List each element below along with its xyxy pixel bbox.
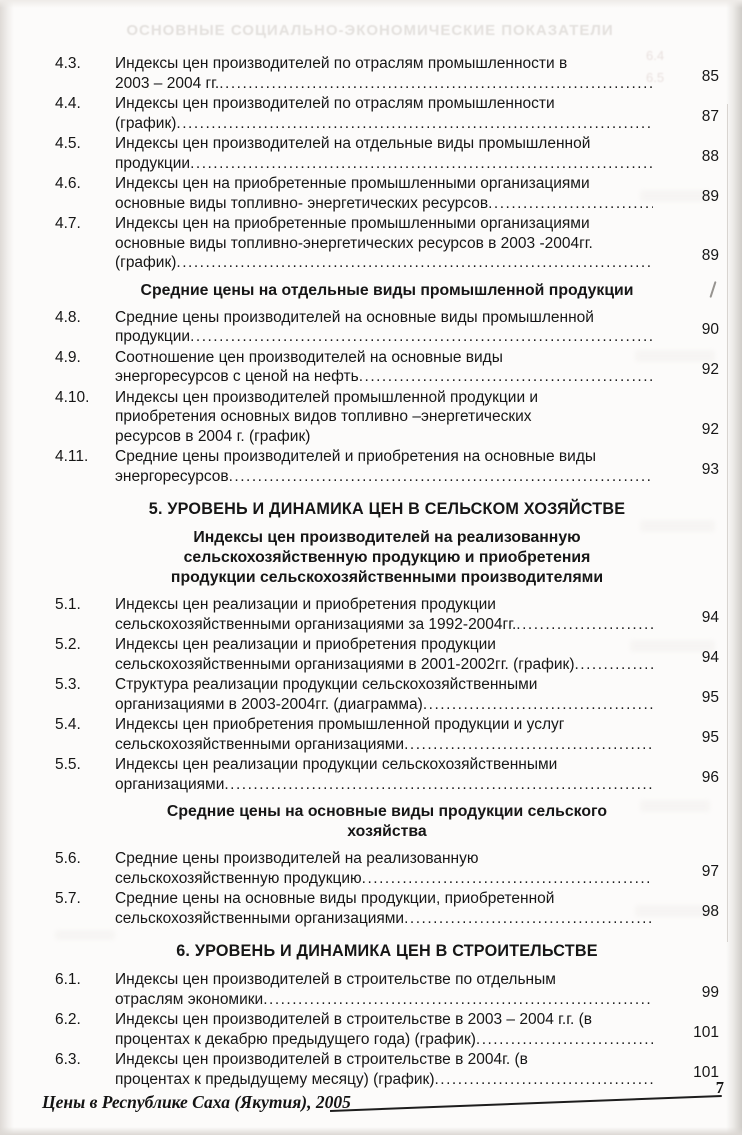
toc-entry (55, 595, 719, 634)
toc-entry-page-cell (653, 174, 719, 213)
toc-entry-title-line: приобретения основных видов топливно –энергетических (115, 408, 532, 425)
toc-entry-page-number: 94 (701, 648, 719, 666)
toc-entry-title-line: Индексы цен на приобретенные промышленными организациями (115, 175, 590, 192)
toc-entry-page-number: 92 (701, 361, 719, 378)
toc-entry-title-line: организациями в 2003-2004гг. (диаграмма) (115, 695, 423, 713)
toc-subheader (55, 528, 719, 588)
toc-entry-page-cell (653, 54, 719, 93)
toc-entry-page-number: 101 (693, 1063, 719, 1081)
toc-entry-title (115, 755, 653, 794)
toc-entry (55, 308, 719, 347)
toc-entry-number: 4.3. (55, 55, 81, 72)
toc-entry-page-cell (653, 715, 719, 754)
toc-entry-title-line: Индексы цен производителей по отраслям промышленности в (115, 55, 568, 72)
toc-entry-title-line: сельскохозяйственными организациями (115, 735, 405, 753)
toc-entry-title (115, 595, 653, 634)
toc-entry-title-line: Индексы цен производителей по отраслям промышленности (115, 95, 555, 112)
bleed-through-header: ОСНОВНЫЕ СОЦИАЛЬНО-ЭКОНОМИЧЕСКИЕ ПОКАЗАТЕЛИ (126, 22, 614, 39)
toc-entry-number: 4.10. (55, 388, 90, 406)
toc-entry-page-cell (653, 388, 719, 447)
toc-entry-title-line: Индексы цен производителей в строительстве в 2003 – 2004 г.г. (в (115, 1011, 592, 1028)
toc-entry-number: 5.6. (55, 850, 81, 867)
toc-entry (55, 54, 719, 93)
toc-entry-page-cell (653, 94, 719, 133)
toc-entry-title-line: сельскохозяйственными организациями за 1992-2004гг. (115, 615, 517, 633)
table-of-contents (55, 54, 719, 1090)
toc-entry-title-line: сельскохозяйственную продукцию (115, 869, 362, 887)
bleed-through-fragment: 6.5 (646, 70, 665, 85)
toc-entry-title-line: процентах к предыдущему месяцу) (график) (115, 1070, 435, 1088)
toc-entry-title (115, 889, 653, 928)
toc-entry-title-line: Индексы цен реализации и приобретения продукции (115, 596, 496, 613)
toc-subheader (55, 802, 719, 842)
toc-entry-page-cell (653, 348, 719, 387)
dots-leader (516, 615, 653, 635)
dots-leader (229, 467, 653, 487)
toc-entry-page-number: 85 (701, 67, 719, 85)
toc-entry-title-line: энергоресурсов с ценой на нефть (115, 368, 359, 385)
toc-entry-title-line: Индексы цен производителей в строительстве по отдельным (115, 971, 556, 988)
toc-entry-title (115, 1050, 653, 1089)
dots-leader (190, 327, 653, 347)
dots-leader (476, 1030, 653, 1050)
toc-entry-page-cell (653, 970, 719, 1009)
toc-entry-title-line: организациями (115, 775, 225, 793)
toc-entry (55, 348, 719, 387)
toc-entry (55, 715, 719, 754)
toc-entry-title (115, 970, 653, 1009)
dots-leader (404, 735, 653, 755)
toc-entry-number: 4.9. (55, 348, 81, 366)
toc-entry (55, 214, 719, 273)
footer-title: Цены в Республике Саха (Якутия), 2005 (42, 1092, 351, 1112)
toc-entry-title-line: процентах к декабрю предыдущего года) (график) (115, 1030, 476, 1048)
toc-entry-page-number: 93 (701, 460, 719, 478)
toc-entry-title (115, 675, 653, 714)
dots-leader (219, 74, 653, 94)
toc-entry-title-line: (график) (115, 254, 177, 271)
toc-entry-number: 4.11. (55, 448, 89, 465)
header-line: 5. УРОВЕНЬ И ДИНАМИКА ЦЕН В СЕЛЬСКОМ ХОЗЯЙСТВЕ (148, 500, 626, 518)
toc-entry-title-line: Индексы цен реализации и приобретения продукции (115, 636, 496, 653)
dots-leader (575, 655, 654, 675)
toc-entry-title-line: сельскохозяйственными организациями в 2001-2002гг. (график) (115, 655, 575, 673)
toc-entry-title-line: Индексы цен приобретения промышленной продукции и услуг (115, 716, 565, 733)
toc-entry-page-number: 89 (701, 187, 719, 205)
toc-entry-title-line: ресурсов в 2004 г. (график) (115, 427, 311, 445)
toc-entry-number: 5.1. (55, 596, 81, 613)
toc-entry (55, 1050, 719, 1089)
toc-entry-number: 6.1. (55, 971, 81, 988)
toc-entry-title (115, 447, 653, 486)
toc-entry-number: 5.2. (55, 636, 81, 653)
toc-entry-page-cell (653, 635, 719, 674)
toc-entry-title-line: продукции (115, 328, 191, 345)
toc-entry-number: 4.4. (55, 95, 81, 112)
toc-entry-title-line: Индексы цен на приобретенные промышленными организациями (115, 215, 590, 232)
toc-entry (55, 755, 719, 794)
toc-entry-title-line: Соотношение цен производителей на основные виды (115, 348, 503, 366)
toc-entry-page-number: 88 (701, 147, 719, 165)
dots-leader (423, 695, 653, 715)
toc-entry-title-line: сельскохозяйственными организациями (115, 909, 405, 927)
toc-entry-title (115, 388, 653, 447)
toc-entry (55, 388, 719, 447)
dots-leader (176, 114, 653, 134)
scan-edge-top (0, 0, 742, 8)
toc-entry-title-line: отраслям экономики (115, 990, 264, 1008)
toc-entry (55, 849, 719, 888)
toc-entry-page-number: 90 (701, 321, 719, 338)
footer-rule (330, 1095, 722, 1112)
toc-entry-page-cell (653, 447, 719, 486)
toc-entry-title-line: Средние цены на основные виды продукции, приобретенной (115, 890, 555, 907)
header-line: Средние цены на основные виды продукции сельского (166, 803, 608, 820)
toc-entry-title-line: продукции (115, 154, 191, 172)
toc-entry (55, 1010, 719, 1049)
toc-entry-title (115, 134, 653, 173)
toc-entry-page-number: 92 (701, 420, 719, 438)
toc-entry-number: 4.6. (55, 175, 81, 192)
toc-entry-title-line: Индексы цен реализации продукции сельскохозяйственными (115, 756, 558, 773)
toc-section-header (55, 499, 719, 519)
toc-entry-title-line: 2003 – 2004 гг. (115, 74, 220, 92)
toc-entry (55, 675, 719, 714)
toc-entry-title-line: Структура реализации продукции сельскохозяйственными (115, 676, 538, 693)
toc-entry (55, 174, 719, 213)
dots-leader (224, 775, 653, 795)
toc-entry-number: 5.3. (55, 676, 81, 693)
toc-entry-number: 6.2. (55, 1011, 81, 1028)
dots-leader (404, 909, 653, 929)
toc-entry-page-cell (653, 755, 719, 794)
toc-entry-page-number: 87 (701, 107, 719, 125)
dots-leader (359, 367, 653, 387)
toc-entry-page-cell (653, 214, 719, 273)
toc-entry-title-line: Индексы цен производителей на отдельные виды промышленной (115, 135, 591, 152)
toc-entry-title (115, 308, 653, 347)
toc-entry-page-cell (653, 849, 719, 888)
toc-entry-page-number: 89 (701, 247, 719, 264)
toc-entry-page-cell (653, 134, 719, 173)
scan-edge-right (726, 0, 742, 1135)
toc-entry-title-line: (график) (115, 114, 177, 132)
toc-entry-number: 4.8. (55, 308, 81, 326)
toc-entry-number: 5.5. (55, 756, 81, 773)
toc-entry-title (115, 94, 653, 133)
toc-entry-page-cell (653, 308, 719, 347)
toc-entry-number: 4.7. (55, 215, 81, 232)
header-line: сельскохозяйственную продукцию и приобретения (183, 549, 591, 566)
toc-entry-title (115, 1010, 653, 1049)
toc-subheader (55, 281, 719, 301)
toc-entry (55, 970, 719, 1009)
toc-entry-page-number: 96 (701, 768, 719, 786)
toc-entry-number: 6.3. (55, 1051, 81, 1068)
header-line: хозяйства (347, 823, 427, 840)
toc-entry-number: 5.4. (55, 716, 81, 733)
toc-entry-title-line: Индексы цен производителей в строительстве в 2004г. (в (115, 1051, 528, 1068)
toc-entry-title-line: основные виды топливно-энергетических ресурсов в 2003 -2004гг. (115, 234, 593, 252)
header-line: продукции сельскохозяйственными производителями (170, 569, 604, 586)
footer-page-number: 7 (715, 1078, 724, 1097)
dots-leader (488, 194, 653, 214)
toc-entry-title (115, 849, 653, 888)
toc-entry-page-cell (653, 1010, 719, 1049)
toc-entry-title-line: основные виды топливно- энергетических ресурсов (115, 194, 489, 212)
toc-entry-title-line: энергоресурсов (115, 467, 229, 485)
dots-leader (263, 990, 653, 1010)
toc-entry-title-line: Средние цены производителей на основные виды промышленной (115, 308, 594, 326)
toc-entry (55, 134, 719, 173)
toc-entry-title (115, 348, 653, 387)
toc-entry-title-line: Индексы цен производителей промышленной продукции и (115, 388, 539, 406)
toc-entry-title (115, 214, 653, 273)
toc-entry-title (115, 715, 653, 754)
toc-entry (55, 889, 719, 928)
toc-entry-page-number: 99 (701, 983, 719, 1001)
toc-entry-page-cell (653, 675, 719, 714)
toc-entry-page-number: 95 (701, 728, 719, 746)
toc-entry-number: 4.5. (55, 135, 81, 152)
toc-entry-page-number: 95 (701, 688, 719, 706)
header-line: 6. УРОВЕНЬ И ДИНАМИКА ЦЕН В СТРОИТЕЛЬСТВЕ (176, 942, 598, 960)
toc-entry-page-number: 94 (701, 608, 719, 626)
toc-entry (55, 635, 719, 674)
toc-section-header (55, 941, 719, 961)
toc-entry-title (115, 174, 653, 213)
toc-entry-title (115, 54, 653, 93)
toc-entry-number: 5.7. (55, 890, 81, 907)
toc-entry (55, 94, 719, 133)
dots-leader (190, 154, 653, 174)
toc-entry (55, 447, 719, 486)
toc-entry-title-line: Средние цены производителей и приобретения на основные виды (115, 448, 597, 465)
header-line: Индексы цен производителей на реализованную (193, 529, 581, 546)
toc-entry-title-line: Средние цены производителей на реализованную (115, 850, 479, 867)
underlying-page-edge-line (727, 104, 728, 942)
dots-leader (176, 253, 653, 273)
scan-edge-bottom (0, 1127, 742, 1135)
toc-entry-page-number: 97 (701, 862, 719, 880)
toc-entry-page-cell (653, 595, 719, 634)
toc-entry-page-number: 101 (693, 1023, 719, 1041)
dots-leader (435, 1070, 654, 1090)
dots-leader (362, 869, 653, 889)
header-line: Средние цены на отдельные виды промышленной продукции (140, 281, 634, 299)
toc-entry-page-number: 98 (701, 902, 719, 920)
scan-edge-left (0, 0, 14, 1135)
bleed-through-fragment: 6.4 (646, 48, 665, 63)
toc-entry-page-cell (653, 889, 719, 928)
toc-entry-title (115, 635, 653, 674)
